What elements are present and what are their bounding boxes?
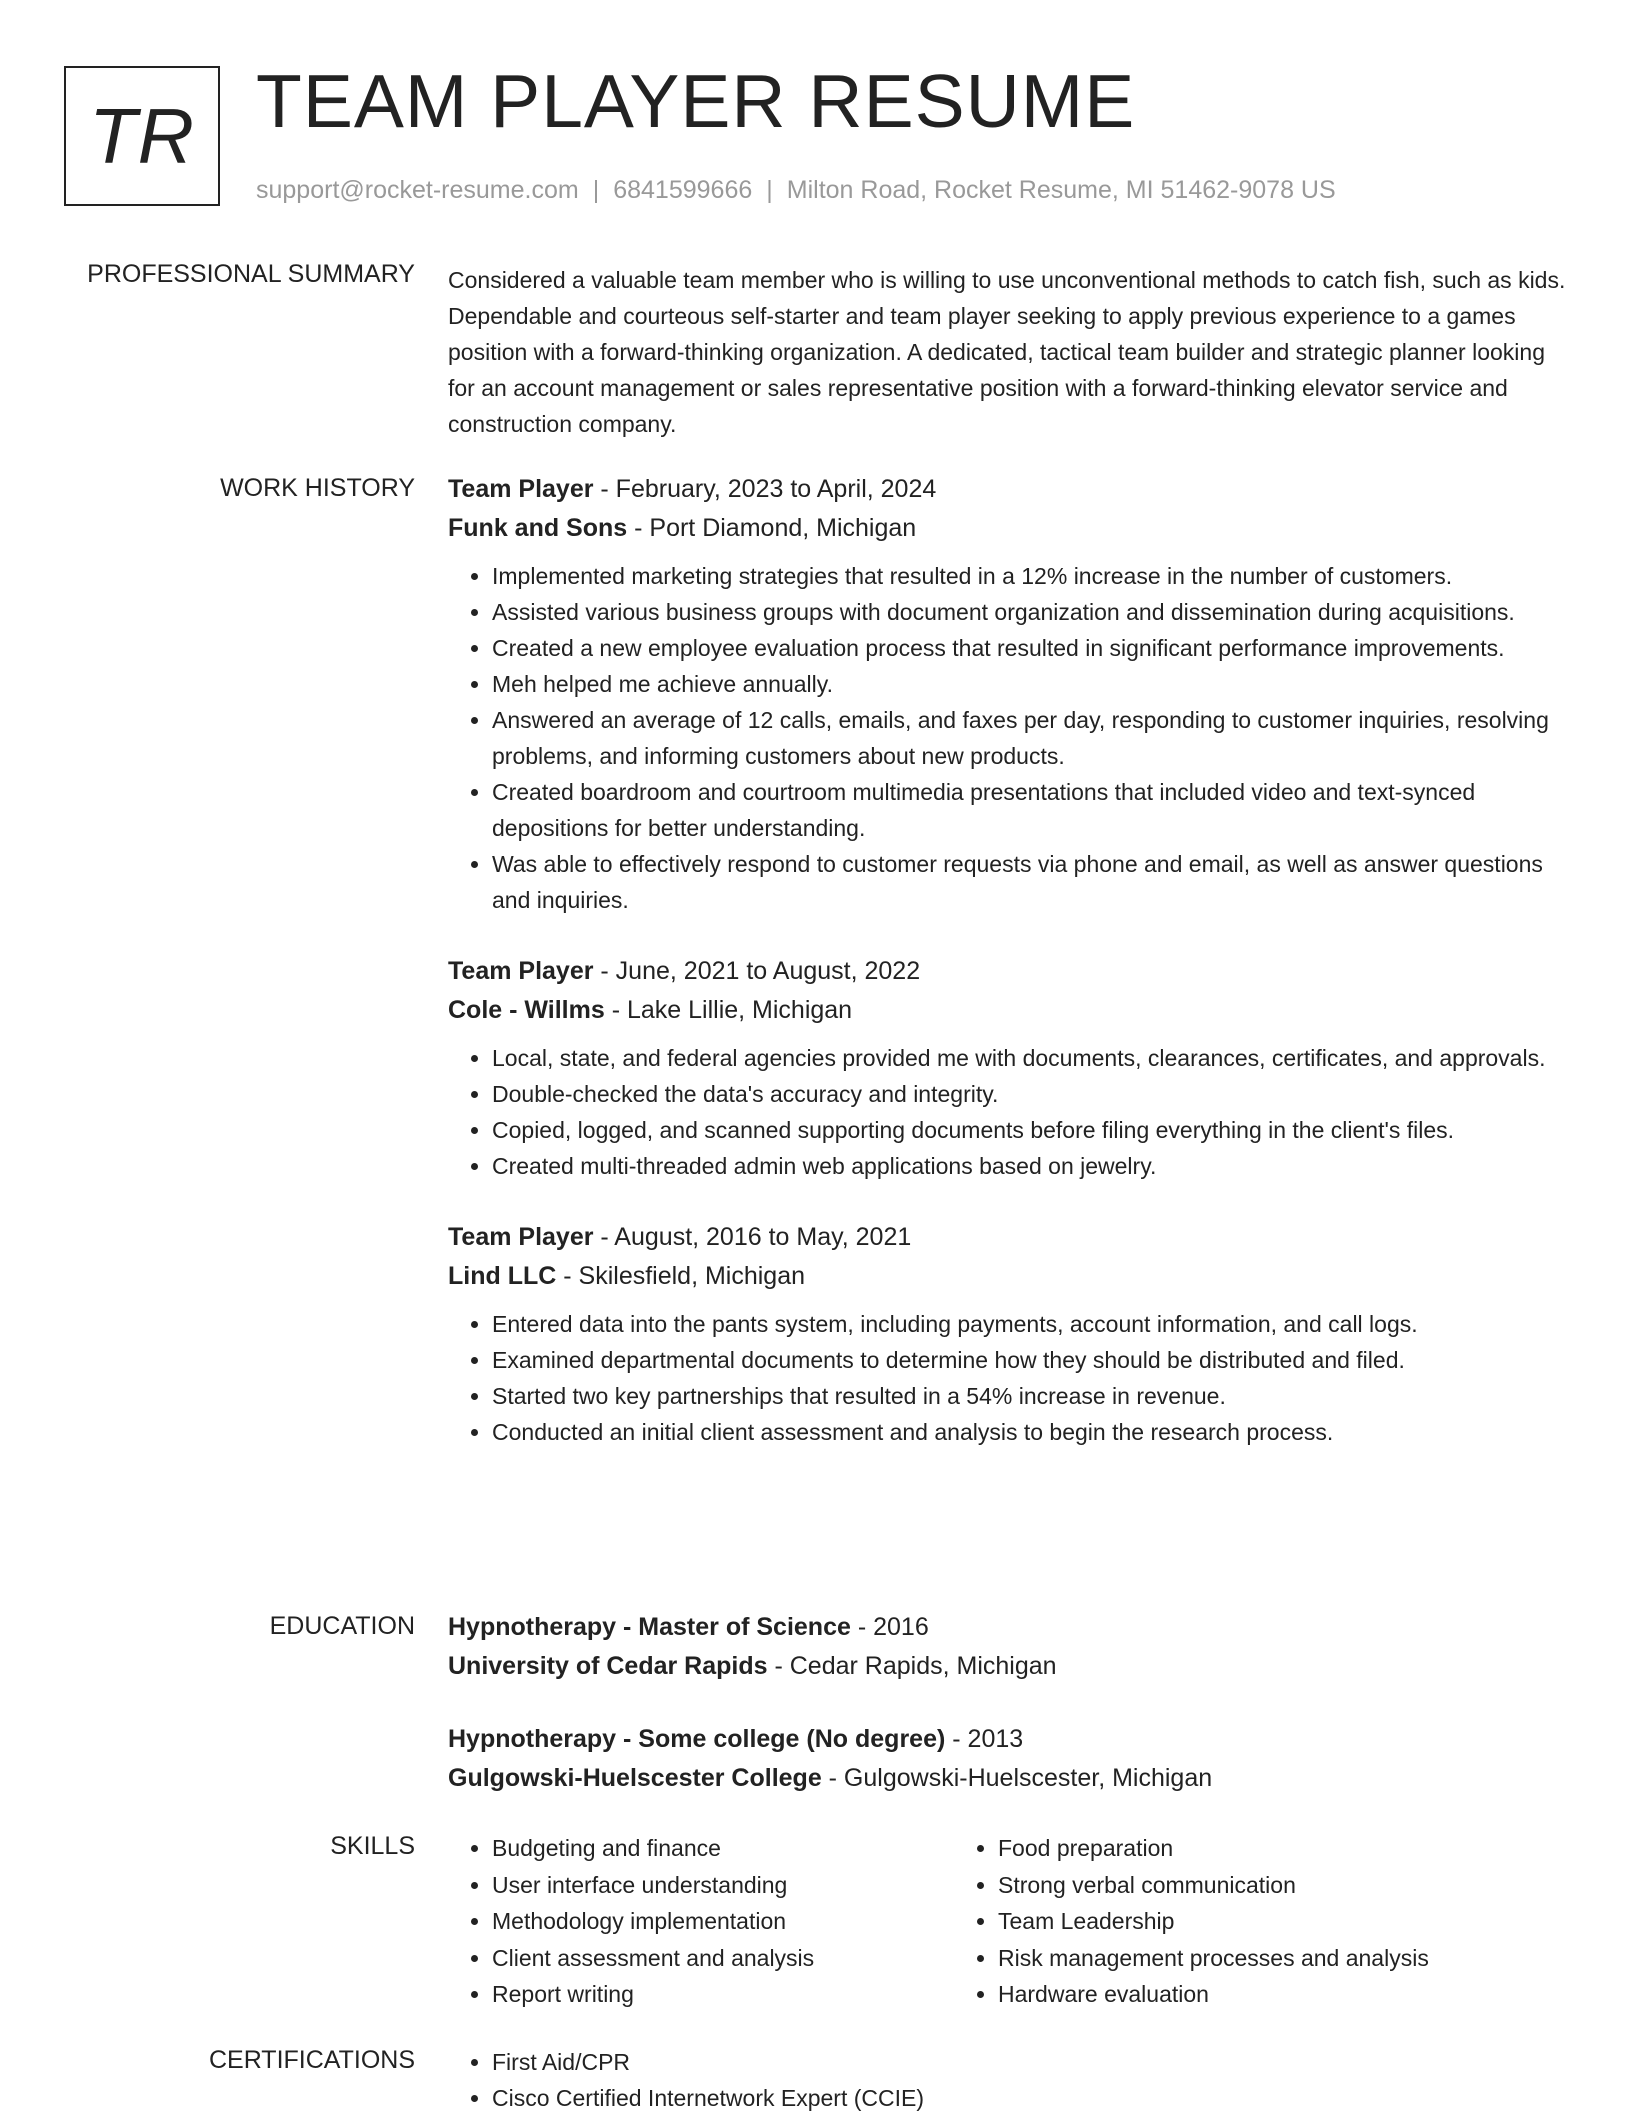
job-entry	[448, 470, 1568, 918]
job-bullet: • Conducted an initial client assessment and analysis to begin the research process.	[492, 1414, 1568, 1450]
certification-item: • First Aid/CPR	[492, 2044, 1568, 2080]
education-degree: Hypnotherapy - Master of Science	[448, 1613, 851, 1641]
skill-item: • Hardware evaluation	[998, 1976, 1460, 2013]
job-location: - Skilesfield, Michigan	[556, 1262, 806, 1290]
job-bullet: • Created boardroom and courtroom multimedia presentations that included video and text-synced depositions for better understanding.	[492, 774, 1568, 846]
education-year: - 2016	[850, 1613, 929, 1641]
job-bullet: • Created multi-threaded admin web applications based on jewelry.	[492, 1148, 1568, 1184]
job-bullets	[448, 558, 1568, 918]
resume-header	[64, 59, 1564, 210]
job-dates: - February, 2023 to April, 2024	[593, 475, 937, 503]
certifications-label: CERTIFICATIONS	[208, 2046, 415, 2074]
monogram-logo: TR	[64, 66, 220, 206]
job-location: - Lake Lillie, Michigan	[604, 996, 853, 1024]
work-history-label: WORK HISTORY	[220, 474, 415, 502]
skill-item: • Methodology implementation	[492, 1903, 954, 1940]
job-entry	[448, 952, 1568, 1184]
job-bullets	[448, 1306, 1568, 1450]
skill-item: • User interface understanding	[492, 1867, 954, 1904]
summary-label: PROFESSIONAL SUMMARY	[87, 260, 415, 288]
education-location: - Cedar Rapids, Michigan	[767, 1652, 1057, 1680]
education-location: - Gulgowski-Huelscester, Michigan	[821, 1764, 1213, 1792]
job-title: Team Player	[448, 957, 594, 985]
job-bullet: • Examined departmental documents to determine how they should be distributed and filed.	[492, 1342, 1568, 1378]
education-entry	[448, 1720, 1568, 1798]
job-bullet: • Entered data into the pants system, including payments, account information, and call logs.	[492, 1306, 1568, 1342]
contact-separator: |	[592, 176, 600, 204]
skill-item: • Team Leadership	[998, 1903, 1460, 1940]
skills-columns	[448, 1830, 1568, 2013]
skill-item: • Strong verbal communication	[998, 1867, 1460, 1904]
education-entry	[448, 1608, 1568, 1686]
job-entry	[448, 1218, 1568, 1450]
skills-list-left	[448, 1830, 954, 2013]
skill-item: • Report writing	[492, 1976, 954, 2013]
job-bullet: • Created a new employee evaluation process that resulted in significant performance improvements.	[492, 630, 1568, 666]
job-bullet: • Local, state, and federal agencies provided me with documents, clearances, certificates, and approvals.	[492, 1040, 1568, 1076]
contact-phone: 6841599666	[613, 176, 753, 204]
education-year: - 2013	[945, 1725, 1024, 1753]
resume-name: TEAM PLAYER RESUME	[256, 59, 1136, 143]
job-bullet: • Implemented marketing strategies that resulted in a 12% increase in the number of customers.	[492, 558, 1568, 594]
job-location: - Port Diamond, Michigan	[627, 514, 917, 542]
job-bullets	[448, 1040, 1568, 1184]
job-bullet: • Meh helped me achieve annually.	[492, 666, 1568, 702]
job-bullet: • Started two key partnerships that resulted in a 54% increase in revenue.	[492, 1378, 1568, 1414]
job-dates: - August, 2016 to May, 2021	[593, 1223, 912, 1251]
summary-text: Considered a valuable team member who is willing to use unconventional methods to catch fish, such as kids. Dependable and courteous self-starter and team player seeking to apply previous experience to a games position with a forward-thinking organization. A dedicated, tactical team builder and strategic planner looking for an account management or sales representative position with a forward-thinking elevator service and construction company.	[448, 267, 1566, 437]
skill-item: • Budgeting and finance	[492, 1830, 954, 1867]
contact-email: support@rocket-resume.com	[256, 176, 579, 204]
certifications-list	[448, 2044, 1568, 2116]
job-dates: - June, 2021 to August, 2022	[593, 957, 921, 985]
job-company: Cole - Willms	[448, 996, 605, 1024]
job-company: Lind LLC	[448, 1262, 557, 1290]
skills-list-right	[954, 1830, 1460, 2013]
education-degree: Hypnotherapy - Some college (No degree)	[448, 1725, 946, 1753]
contact-line	[256, 176, 1336, 205]
education-label: EDUCATION	[269, 1612, 415, 1640]
job-title: Team Player	[448, 1223, 594, 1251]
job-company: Funk and Sons	[448, 514, 628, 542]
skill-item: • Risk management processes and analysis	[998, 1940, 1460, 1977]
contact-address: Milton Road, Rocket Resume, MI 51462-9078 US	[786, 176, 1336, 204]
job-title: Team Player	[448, 475, 594, 503]
job-bullet: • Assisted various business groups with document organization and dissemination during acquisitions.	[492, 594, 1568, 630]
contact-separator: |	[766, 176, 773, 204]
job-bullet: • Double-checked the data's accuracy and integrity.	[492, 1076, 1568, 1112]
jobs-list	[448, 470, 1568, 1484]
education-school: Gulgowski-Huelscester College	[448, 1764, 822, 1792]
skill-item: • Food preparation	[998, 1830, 1460, 1867]
skills-label: SKILLS	[330, 1832, 415, 1860]
job-bullet: • Answered an average of 12 calls, emails, and faxes per day, responding to customer inquiries, resolving problems, and informing customers about new products.	[492, 702, 1568, 774]
education-school: University of Cedar Rapids	[448, 1652, 768, 1680]
skill-item: • Client assessment and analysis	[492, 1940, 954, 1977]
job-bullet: • Was able to effectively respond to customer requests via phone and email, as well as answer questions and inquiries.	[492, 846, 1568, 918]
job-bullet: • Copied, logged, and scanned supporting documents before filing everything in the client's files.	[492, 1112, 1568, 1148]
certification-item: • Cisco Certified Internetwork Expert (CCIE)	[492, 2080, 1568, 2116]
